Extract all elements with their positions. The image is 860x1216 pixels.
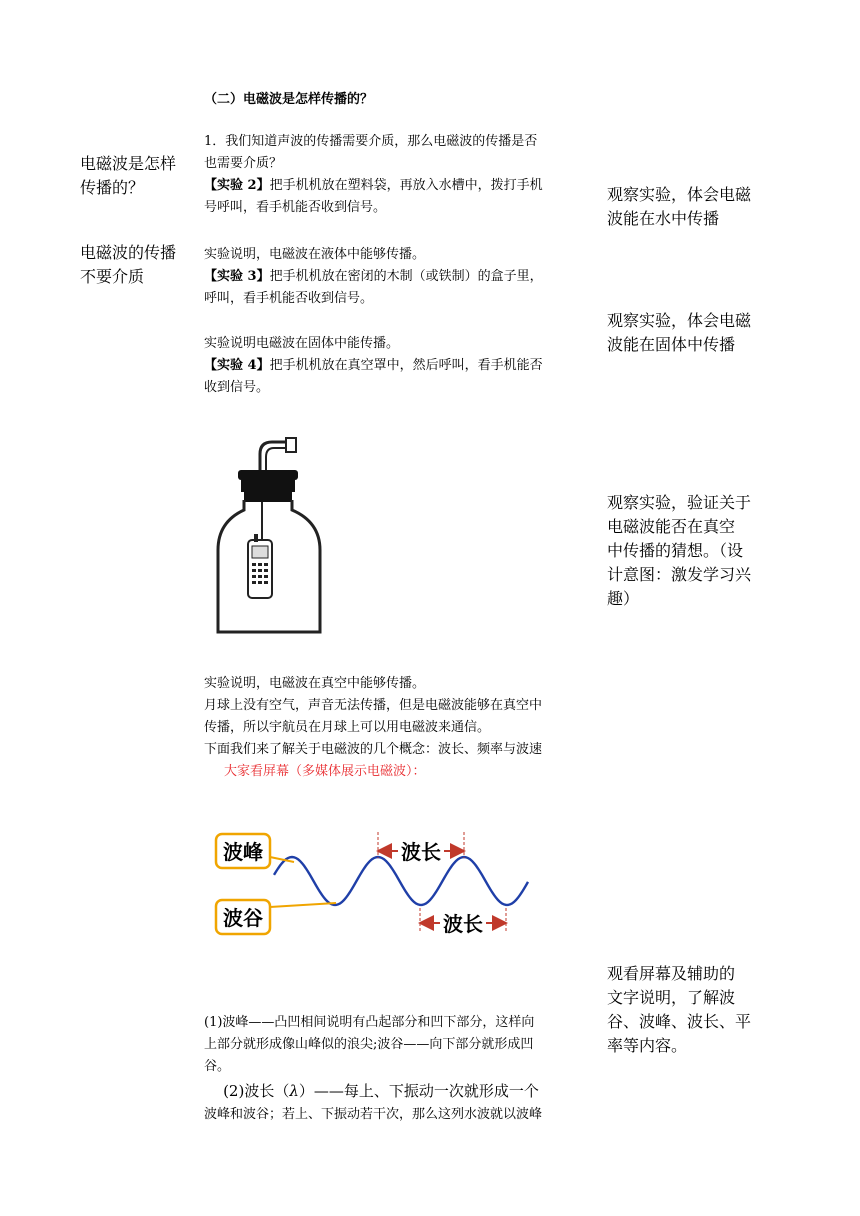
text-line: 观察实验，体会电磁	[607, 185, 752, 204]
text-line: 也需要介质？	[204, 156, 283, 171]
left-topic-propagation	[80, 152, 176, 200]
left-topic-no-medium	[80, 241, 176, 289]
text-line: 实验说明，电磁波在液体中能够传播。	[204, 247, 426, 262]
text-fragment: (2)波长（	[204, 1082, 290, 1100]
text-line: 波能在水中传播	[607, 209, 720, 228]
text-line: 下面我们来了解关于电磁波的几个概念：波长、频率与波速	[204, 742, 543, 757]
wave-curve	[274, 857, 528, 905]
text-line: 趣）	[607, 589, 640, 608]
text-line: 实验说明电磁波在固体中能传播。	[204, 336, 400, 351]
trough-pointer	[270, 903, 336, 907]
paragraph-solid	[204, 333, 599, 399]
text-line: 1．我们知道声波的传播需要介质，那么电磁波的传播是否	[204, 134, 538, 149]
text-line: 文字说明，了解波	[607, 988, 736, 1007]
text-line: 把手机机放在密闭的木制（或铁制）的盒子里，	[269, 269, 543, 284]
text-line: 实验说明，电磁波在真空中能够传播。	[204, 676, 426, 691]
paragraph-question	[204, 131, 599, 219]
text-line: 上部分就形成像山峰似的浪尖;波谷——向下部分就形成凹	[204, 1037, 534, 1052]
bell-jar-phone-illustration	[208, 432, 328, 644]
trough-label: 波谷	[223, 906, 263, 930]
text-line: 波峰和波谷；若上、下振动若干次，那么这列水波就以波峰	[204, 1107, 543, 1122]
experiment-tag: 【实验 2】	[204, 178, 270, 193]
wavelength-label-upper: 波长	[401, 840, 441, 864]
left-topic-line: 传播的？	[80, 178, 145, 197]
experiment-3	[204, 266, 599, 288]
text-line: 率等内容。	[607, 1036, 688, 1055]
text-line: 呼叫，看手机能否收到信号。	[204, 291, 374, 306]
text-line: 月球上没有空气，声音无法传播，但是电磁波能够在真空中	[204, 698, 543, 713]
text-line: 观察实验，验证关于	[607, 493, 752, 512]
crest-label: 波峰	[223, 840, 263, 864]
section-heading: （二）电磁波是怎样传播的？	[204, 92, 374, 107]
experiment-2	[204, 175, 599, 197]
text-line: 电磁波能否在真空	[607, 517, 736, 536]
right-note-water	[607, 183, 751, 231]
right-note-wave	[607, 962, 751, 1058]
left-topic-line: 不要介质	[80, 267, 145, 286]
text-line: 观看屏幕及辅助的	[607, 964, 736, 983]
right-note-solid	[607, 309, 751, 357]
left-topic-line: 电磁波是怎样	[80, 154, 177, 173]
paragraph-liquid	[204, 244, 599, 310]
experiment-tag: 【实验 4】	[204, 358, 270, 373]
text-fragment: ）——每上、下振动一次就形成一个	[298, 1082, 539, 1100]
left-topic-line: 电磁波的传播	[80, 243, 177, 262]
paragraph-definitions	[204, 1012, 599, 1126]
screen-note: 大家看屏幕（多媒体展示电磁波）：	[224, 764, 426, 779]
wave-diagram	[204, 812, 539, 947]
wavelength-label-lower: 波长	[443, 912, 483, 936]
text-line: 把手机机放在真空罩中，然后呼叫，看手机能否	[269, 358, 543, 373]
text-line: 谷、波峰、波长、平	[607, 1012, 752, 1031]
text-line: (1)波峰——凸凹相间说明有凸起部分和凹下部分，这样向	[204, 1015, 535, 1030]
text-line: 把手机机放在塑料袋，再放入水槽中，拨打手机	[269, 178, 543, 193]
right-note-vacuum	[607, 491, 751, 611]
experiment-tag: 【实验 3】	[204, 269, 270, 284]
text-line: 计意图：激发学习兴	[607, 565, 752, 584]
text-line: 传播，所以宇航员在月球上可以用电磁波来通信。	[204, 720, 491, 735]
text-line: 号呼叫，看手机能否收到信号。	[204, 200, 387, 215]
text-line: 波能在固体中传播	[607, 335, 736, 354]
text-line: 中传播的猜想。（设	[607, 541, 744, 560]
text-line: 谷。	[204, 1059, 231, 1074]
text-line: 收到信号。	[204, 380, 270, 395]
experiment-4	[204, 355, 599, 377]
wavelength-definition	[204, 1078, 599, 1104]
lambda-symbol: λ	[289, 1082, 299, 1100]
paragraph-vacuum	[204, 673, 599, 783]
text-line: 观察实验，体会电磁	[607, 311, 752, 330]
